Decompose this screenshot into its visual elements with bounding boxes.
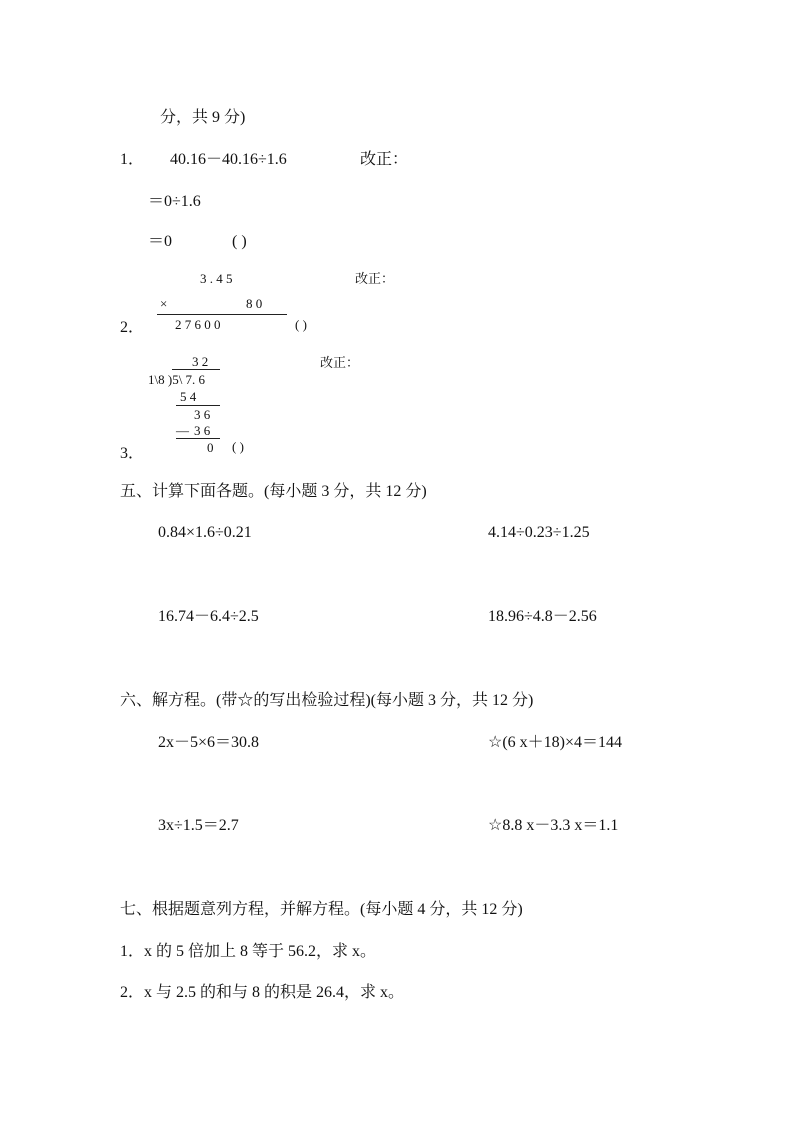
- section-5-title: 五、计算下面各题。(每小题 3 分，共 12 分): [120, 483, 427, 500]
- s6-item-3: 3x÷1.5＝2.7: [158, 817, 239, 834]
- s5-item-1: 0.84×1.6÷0.21: [158, 524, 252, 541]
- s5-item-3: 16.74－6.4÷2.5: [158, 608, 259, 625]
- q3-row-3: 3 6: [194, 423, 211, 438]
- q1-number: 1．: [120, 151, 145, 168]
- section-6-title: 六、解方程。(带☆的写出检验过程)(每小题 3 分，共 12 分): [120, 692, 534, 709]
- s7-item-1: 1．x 的 5 倍加上 8 等于 56.2，求 x。: [120, 943, 377, 960]
- q3-number: 3．: [120, 445, 145, 462]
- q2-answer-paren[interactable]: ( ): [295, 317, 307, 332]
- q3-row-1: 5 4: [180, 389, 197, 404]
- q3-divisor-dividend: 1\8 )5\ 7. 6: [148, 372, 206, 387]
- q1-correction-label: 改正：: [360, 151, 409, 168]
- q2-rule-line: [157, 314, 287, 315]
- q1-step-1: ＝0÷1.6: [148, 193, 201, 210]
- q3-remainder: 0: [207, 440, 214, 455]
- q3-division-bar: [172, 369, 220, 370]
- q1-expression: 40.16－40.16÷1.6: [170, 151, 287, 168]
- q2-multiplicand: 3 . 4 5: [200, 271, 233, 286]
- q3-answer-paren[interactable]: ( ): [232, 439, 244, 454]
- section-7-title: 七、根据题意列方程，并解方程。(每小题 4 分，共 12 分): [120, 901, 523, 918]
- q2-times-sign: ×: [160, 296, 168, 311]
- q3-minus-sign: —: [176, 423, 189, 438]
- q1-answer-paren[interactable]: ( ): [232, 233, 247, 250]
- q3-quotient: 3 2: [192, 354, 209, 369]
- q1-step-2: ＝0: [148, 233, 173, 250]
- section-score-fragment: 分，共 9 分): [160, 109, 246, 126]
- q3-correction-label: 改正：: [320, 355, 360, 370]
- q3-subtract-line-2: [176, 438, 220, 439]
- q2-multiplier: 8 0: [246, 296, 263, 311]
- q2-correction-label: 改正：: [355, 271, 395, 286]
- q3-subtract-line-1: [176, 405, 220, 406]
- q2-product: 2 7 6 0 0: [175, 317, 221, 332]
- q2-number: 2．: [120, 319, 145, 336]
- q3-row-2: 3 6: [194, 407, 211, 422]
- s6-item-1: 2x－5×6＝30.8: [158, 734, 260, 751]
- s5-item-2: 4.14÷0.23÷1.25: [488, 524, 590, 541]
- s6-item-2: ☆(6 x＋18)×4＝144: [488, 734, 623, 751]
- s6-item-4: ☆8.8 x－3.3 x＝1.1: [488, 817, 619, 834]
- s7-item-2: 2．x 与 2.5 的和与 8 的积是 26.4，求 x。: [120, 984, 405, 1001]
- s5-item-4: 18.96÷4.8－2.56: [488, 608, 597, 625]
